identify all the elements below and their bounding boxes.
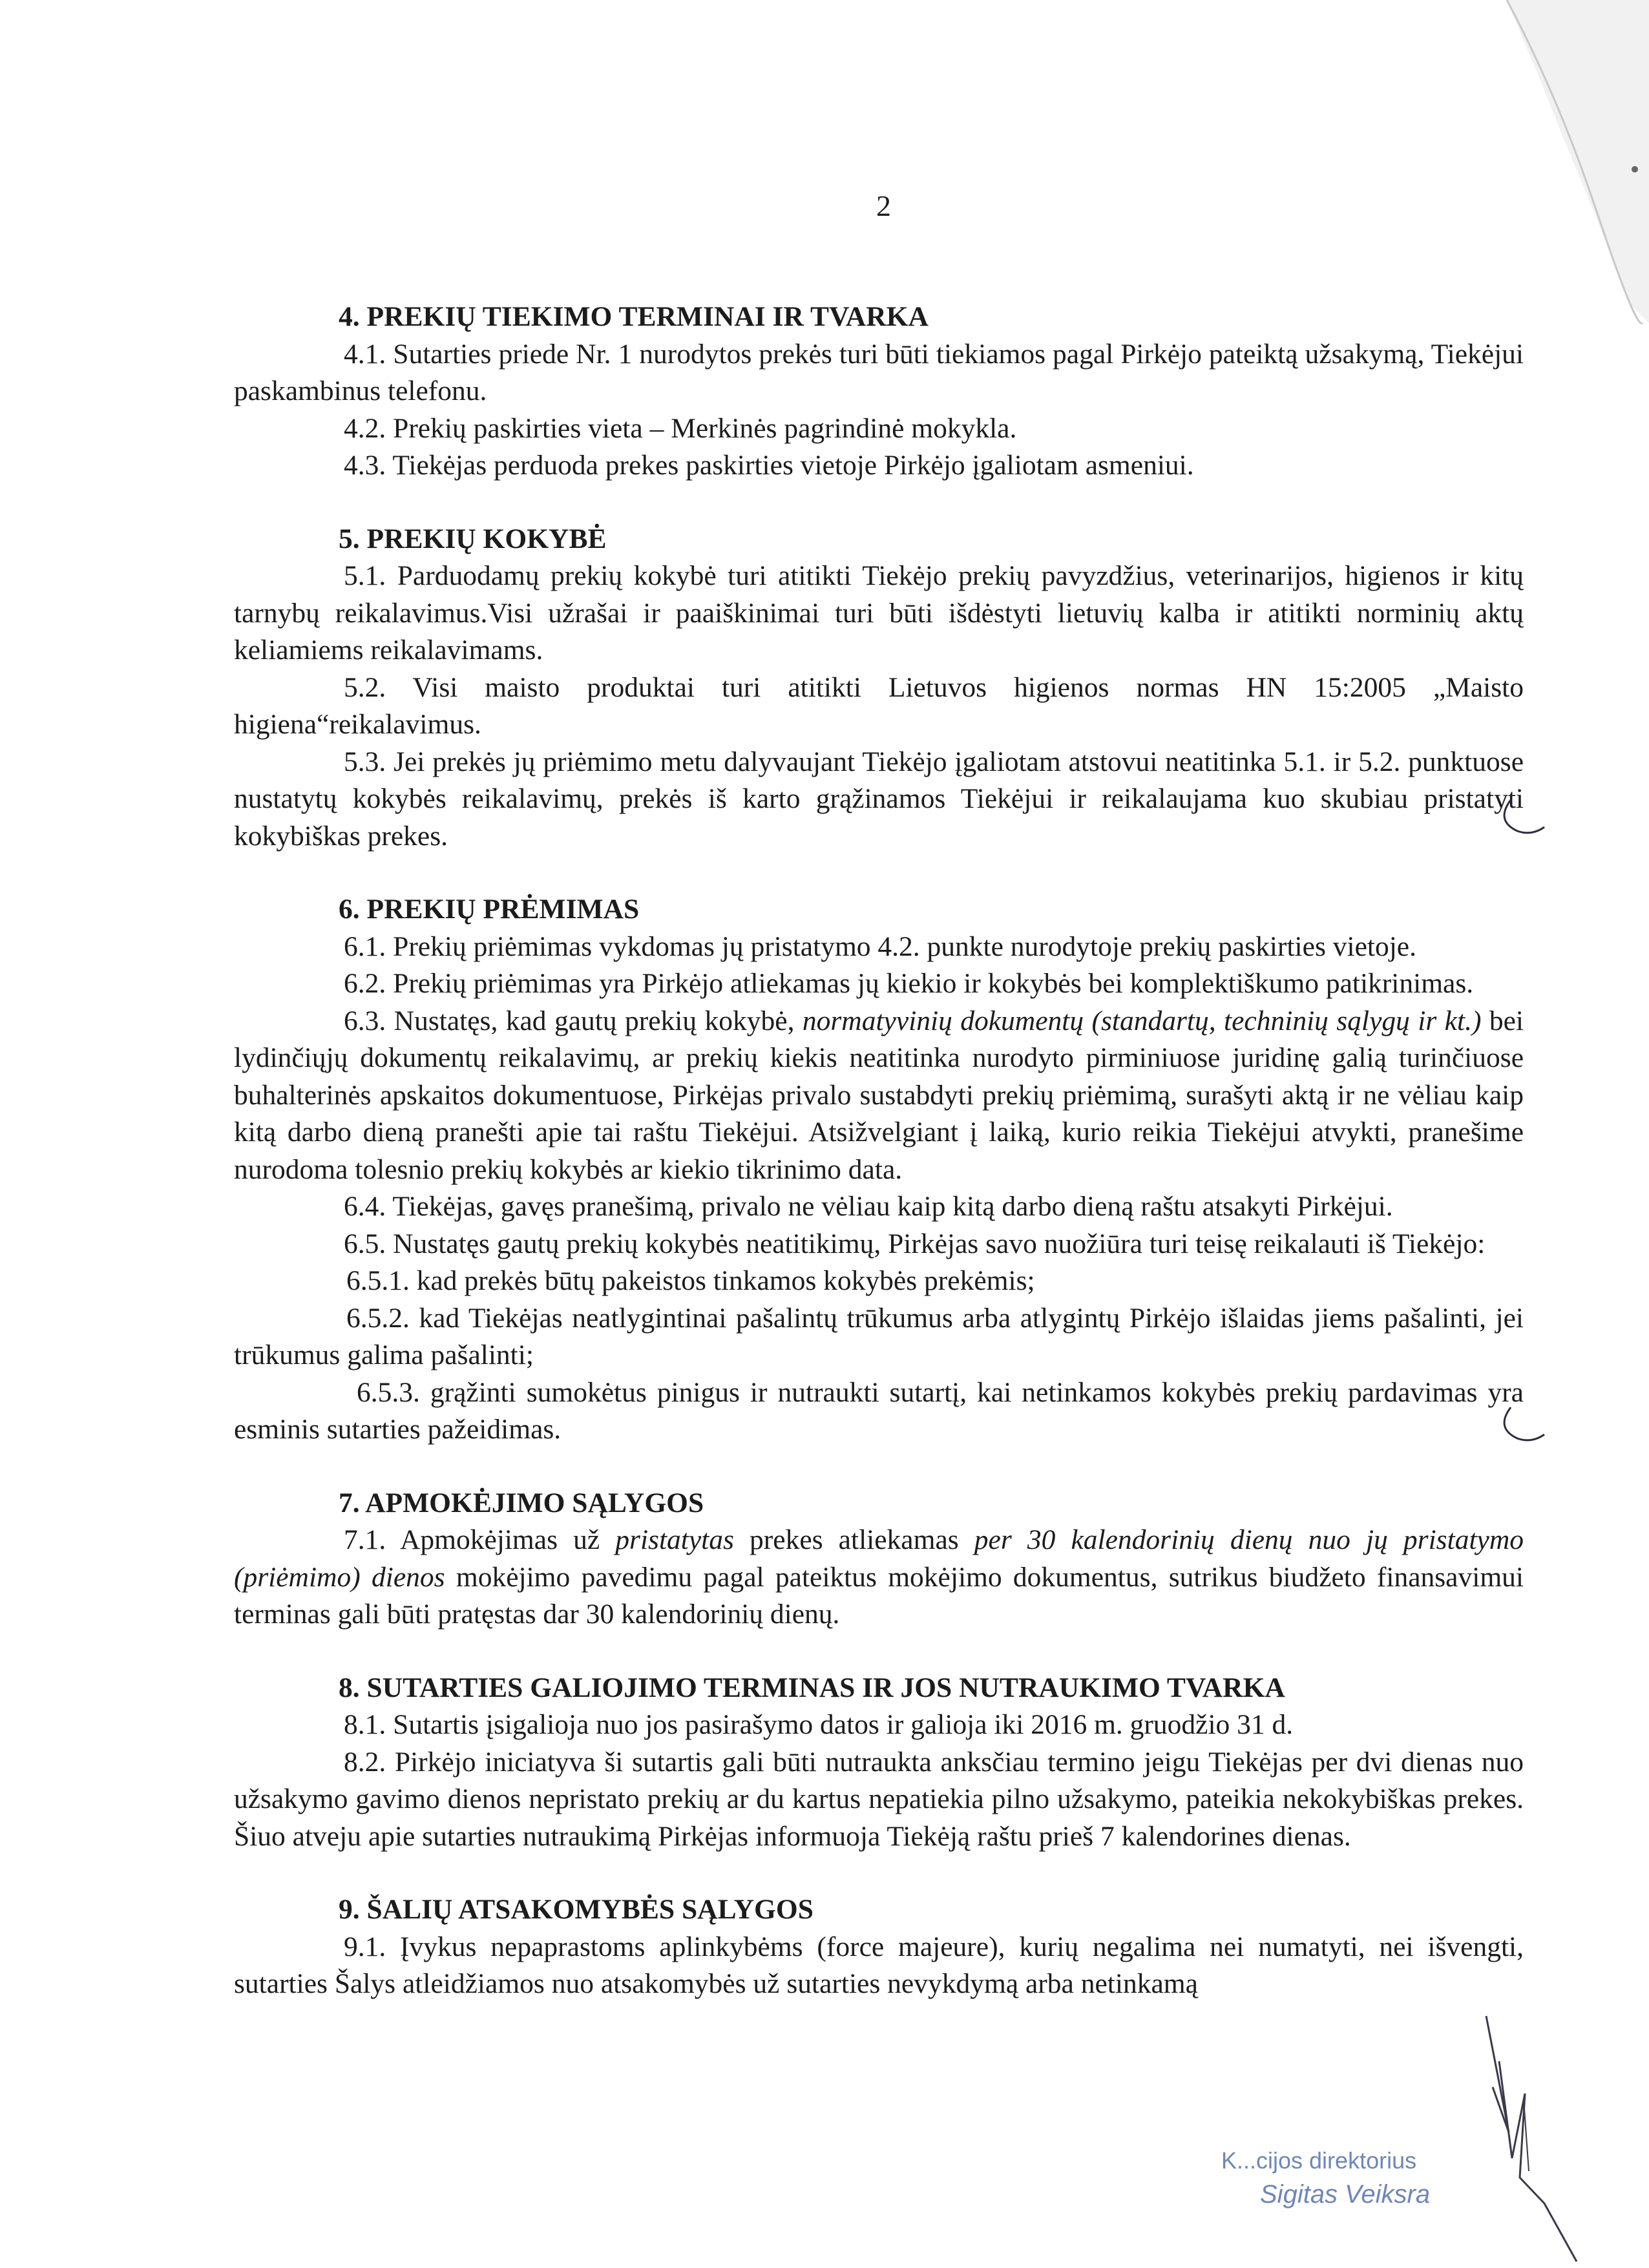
- page-number: 2: [876, 189, 891, 222]
- paragraph-6-3-part-c: bei lydinčiųjų dokumentų reikalavimų, ar prekių kiekis neatitinka nurodyto pirminiuose juridinę galią turinčiuose buhalterinės apskaitos dokumentuose, Pirkėjas privalo sustabdyti prekių priėmimą, surašyti aktą ir ne vėliau kaip kitą darbo dieną pranešti apie tai raštu Tiekėjui. Atsižvelgiant į laiką, kurio reikia Tiekėjui atvykti, pranešime nurodoma tolesnio prekių kokybės ar kiekio tikrinimo data.: [234, 1005, 1524, 1185]
- paragraph-7-1-italic-1: pristatytas: [615, 1524, 734, 1555]
- section-heading-5: 5. PREKIŲ KOKYBĖ: [339, 523, 607, 554]
- paragraph-6-5-2: 6.5.2. kad Tiekėjas neatlygintinai pašalintų trūkumus arba atlygintų Pirkėjo išlaidas jiems pašalinti, jei trūkumus galima pašalinti;: [234, 1302, 1524, 1370]
- paragraph-6-5-1: 6.5.1. kad prekės būtų pakeistos tinkamos kokybės prekėmis;: [346, 1265, 1035, 1296]
- section-heading-6: 6. PREKIŲ PRĖMIMAS: [339, 894, 640, 925]
- section-heading-7: 7. APMOKĖJIMO SĄLYGOS: [339, 1487, 704, 1518]
- stamp-line-1: K...cijos direktorius: [1221, 2147, 1417, 2174]
- paragraph-5-2: 5.2. Visi maisto produktai turi atitikti Lietuvos higienos normas HN 15:2005 „Maisto higiena“reikalavimus.: [234, 671, 1524, 740]
- paragraph-7-1-part-c: prekes atliekamas: [733, 1524, 974, 1555]
- section-heading-9: 9. ŠALIŲ ATSAKOMYBĖS SĄLYGOS: [339, 1894, 814, 1925]
- paragraph-7-1-italic-2: per 30 kalendorinių dienų nuo jų pristatymo (priėmimo) dienos: [234, 1524, 1524, 1593]
- paragraph-8-1: 8.1. Sutartis įsigalioja nuo jos pasirašymo datos ir galioja iki 2016 m. gruodžio 31 d.: [344, 1709, 1294, 1740]
- section-heading-8: 8. SUTARTIES GALIOJIMO TERMINAS IR JOS NUTRAUKIMO TVARKA: [339, 1672, 1285, 1703]
- initials-mark: [1498, 795, 1549, 840]
- paragraph-6-3-italic: normatyvinių dokumentų (standartų, techninių sąlygų ir kt.): [802, 1005, 1482, 1036]
- paragraph-6-1: 6.1. Prekių priėmimas vykdomas jų pristatymo 4.2. punkte nurodytoje prekių paskirties vietoje.: [344, 930, 1416, 962]
- paragraph-6-4: 6.4. Tiekėjas, gavęs pranešimą, privalo ne vėliau kaip kitą darbo dieną raštu atsakyti Pirkėjui.: [344, 1191, 1393, 1222]
- paragraph-6-2: 6.2. Prekių priėmimas yra Pirkėjo atliekamas jų kiekio ir kokybės bei komplektiškumo patikrinimas.: [344, 968, 1474, 999]
- stamp-line-2: Sigitas Veiksra: [1260, 2180, 1431, 2209]
- paragraph-7-1-part-e: mokėjimo pavedimu pagal pateiktus mokėjimo dokumentus, sutrikus biudžeto finansavimui terminas gali būti pratęstas dar 30 kalendorinių dienų.: [234, 1561, 1524, 1630]
- stamp: [1221, 2144, 1430, 2211]
- initials-mark: [1498, 1402, 1549, 1447]
- section-heading-4: 4. PREKIŲ TIEKIMO TERMINAI IR TVARKA: [339, 301, 929, 332]
- paragraph-6-3-part-a: 6.3. Nustatęs, kad gautų prekių kokybė,: [344, 1005, 803, 1036]
- signature: [1447, 2010, 1583, 2268]
- paragraph-4-2: 4.2. Prekių paskirties vieta – Merkinės pagrindinė mokykla.: [344, 412, 1017, 444]
- scan-corner-fold: [1481, 0, 1649, 336]
- paragraph-5-1: 5.1. Parduodamų prekių kokybė turi atitikti Tiekėjo prekių pavyzdžius, veterinarijos, higienos ir kitų tarnybų reikalavimus.Visi užrašai ir paaiškinimai turi būti išdėstyti lietuvių kalba ir atitikti norminių aktų keliamiems reikalavimams.: [234, 560, 1524, 666]
- paragraph-7-1: [234, 1522, 1524, 1633]
- paragraph-5-3: 5.3. Jei prekės jų priėmimo metu dalyvaujant Tiekėjo įgaliotam atstovui neatitinka 5.1. ir 5.2. punktuose nustatytų kokybės reikalavimų, prekės iš karto grąžinamos Tiekėjui ir reikalaujama kuo skubiau pristatyti kokybiškas prekes.: [234, 746, 1524, 852]
- paragraph-8-2: 8.2. Pirkėjo iniciatyva ši sutartis gali būti nutraukta anksčiau termino jeigu Tiekėjas per dvi dienas nuo užsakymo gavimo dienos nepristato prekių ar du kartus nepatiekia pilno užsakymo, pateikia nekokybiškas prekes. Šiuo atveju apie sutarties nutraukimą Pirkėjas informuoja Tiekėją raštu prieš 7 kalendorines dienas.: [234, 1746, 1524, 1852]
- paragraph-6-5: 6.5. Nustatęs gautų prekių kokybės neatitikimų, Pirkėjas savo nuožiūra turi teisę reikalauti iš Tiekėjo:: [344, 1228, 1486, 1259]
- paragraph-4-1: 4.1. Sutarties priede Nr. 1 nurodytos prekės turi būti tiekiamos pagal Pirkėjo pateiktą užsakymą, Tiekėjui paskambinus telefonu.: [234, 338, 1524, 406]
- paragraph-7-1-part-a: 7.1. Apmokėjimas už: [344, 1524, 616, 1555]
- paragraph-6-5-3: 6.5.3. grąžinti sumokėtus pinigus ir nutraukti sutartį, kai netinkamos kokybės prekių pardavimas yra esminis sutarties pažeidimas.: [234, 1376, 1524, 1445]
- paragraph-9-1: 9.1. Įvykus nepaprastoms aplinkybėms (force majeure), kurių negalima nei numatyti, nei išvengti, sutarties Šalys atleidžiamos nuo atsakomybės už sutarties nevykdymą arba netinkamą: [234, 1931, 1524, 1999]
- paragraph-4-3: 4.3. Tiekėjas perduoda prekes paskirties vietoje Pirkėjo įgaliotam asmeniui.: [344, 450, 1194, 481]
- paragraph-6-3: [234, 1003, 1524, 1189]
- document-body: [234, 299, 1524, 2003]
